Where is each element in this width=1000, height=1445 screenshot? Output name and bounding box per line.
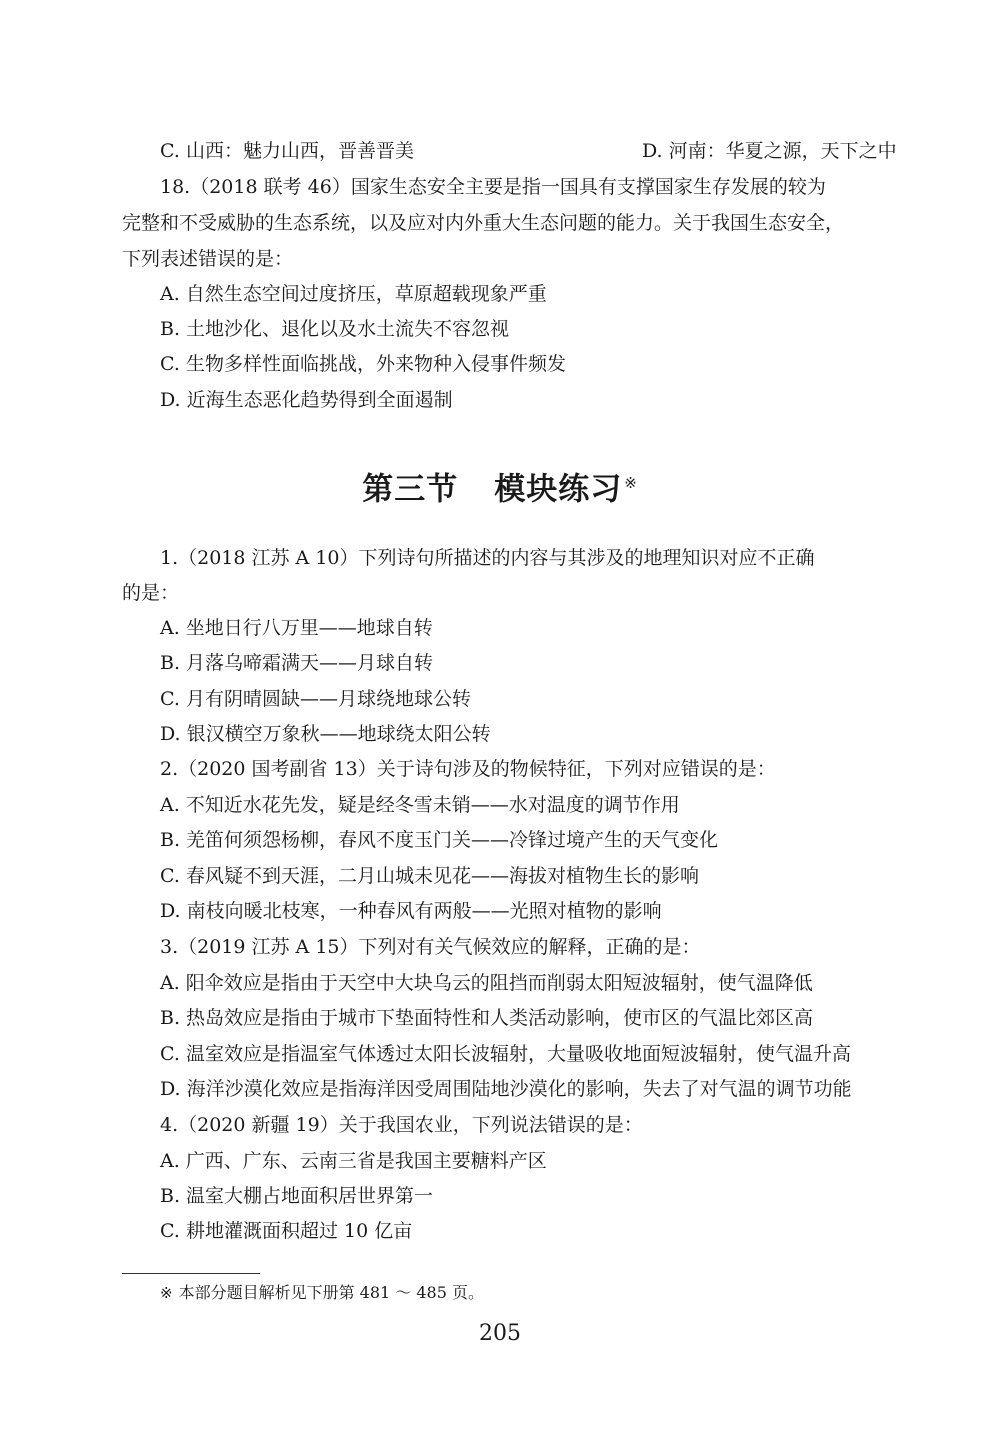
q1-option-d: D. 银汉横空万象秋——地球绕太阳公转 [160,723,491,745]
q3-option-a: A. 阳伞效应是指由于天空中大块乌云的阻挡而削弱太阳短波辐射，使气温降低 [160,972,813,994]
q17-option-d: D. 河南：华夏之源，天下之中 [642,140,897,162]
q1-stem-line2: 的是： [122,582,180,604]
q3-option-c: C. 温室效应是指温室气体透过太阳长波辐射，大量吸收地面短波辐射，使气温升高 [160,1043,851,1065]
q4-option-a: A. 广西、广东、云南三省是我国主要糖料产区 [160,1150,547,1172]
q18-option-c: C. 生物多样性面临挑战，外来物种入侵事件频发 [160,353,566,375]
footnote-mark-icon: ※ [624,474,638,492]
q17-options-row [160,139,897,163]
q18-stem-line2: 完整和不受威胁的生态系统，以及应对内外重大生态问题的能力。关于我国生态安全， [122,212,845,234]
footnote-divider [122,1273,260,1274]
q17-option-c: C. 山西：魅力山西，晋善晋美 [160,140,414,162]
q3-option-d: D. 海洋沙漠化效应是指海洋因受周围陆地沙漠化的影响，失去了对气温的调节功能 [160,1078,852,1100]
section-name: 模块练习 [494,471,623,508]
footnote-text: 本部分题目解析见下册第 481 ～ 485 页。 [178,1283,485,1302]
page-number: 205 [479,1321,521,1346]
q1-stem-line1: 1.（2018 江苏 A 10）下列诗句所描述的内容与其涉及的地理知识对应不正确 [160,547,815,569]
footnote-mark-icon: ※ [160,1284,173,1302]
q3-option-b: B. 热岛效应是指由于城市下垫面特性和人类活动影响，使市区的气温比郊区高 [160,1007,814,1029]
q1-option-b: B. 月落乌啼霜满天——月球自转 [160,652,434,674]
q1-option-c: C. 月有阴晴圆缺——月球绕地球公转 [160,688,471,710]
footnote [160,1282,484,1304]
q18-option-a: A. 自然生态空间过度挤压，草原超载现象严重 [160,283,547,305]
q4-option-c: C. 耕地灌溉面积超过 10 亿亩 [160,1220,413,1242]
q4-option-b: B. 温室大棚占地面积居世界第一 [160,1185,434,1207]
q2-stem: 2.（2020 国考副省 13）关于诗句涉及的物候特征，下列对应错误的是： [160,758,776,780]
q18-option-b: B. 土地沙化、退化以及水土流失不容忽视 [160,318,510,340]
q2-option-c: C. 春风疑不到天涯，二月山城未见花——海拔对植物生长的影响 [160,865,699,887]
q3-stem: 3.（2019 江苏 A 15）下列对有关气候效应的解释，正确的是： [160,936,701,958]
q18-option-d: D. 近海生态恶化趋势得到全面遏制 [160,389,453,411]
q18-stem-line3: 下列表述错误的是： [122,248,294,270]
q4-stem: 4.（2020 新疆 19）关于我国农业，下列说法错误的是： [160,1114,643,1136]
q2-option-a: A. 不知近水花先发，疑是经冬雪未销——水对温度的调节作用 [160,794,680,816]
q18-stem-line1: 18.（2018 联考 46）国家生态安全主要是指一国具有支撑国家生存发展的较为 [160,176,826,198]
q2-option-d: D. 南枝向暖北枝寒，一种春风有两般——光照对植物的影响 [160,900,662,922]
section-number: 第三节 [362,471,459,508]
q1-option-a: A. 坐地日行八万里——地球自转 [160,617,433,639]
section-heading [0,463,1000,509]
q2-option-b: B. 羌笛何须怨杨柳，春风不度玉门关——冷锋过境产生的天气变化 [160,829,719,851]
